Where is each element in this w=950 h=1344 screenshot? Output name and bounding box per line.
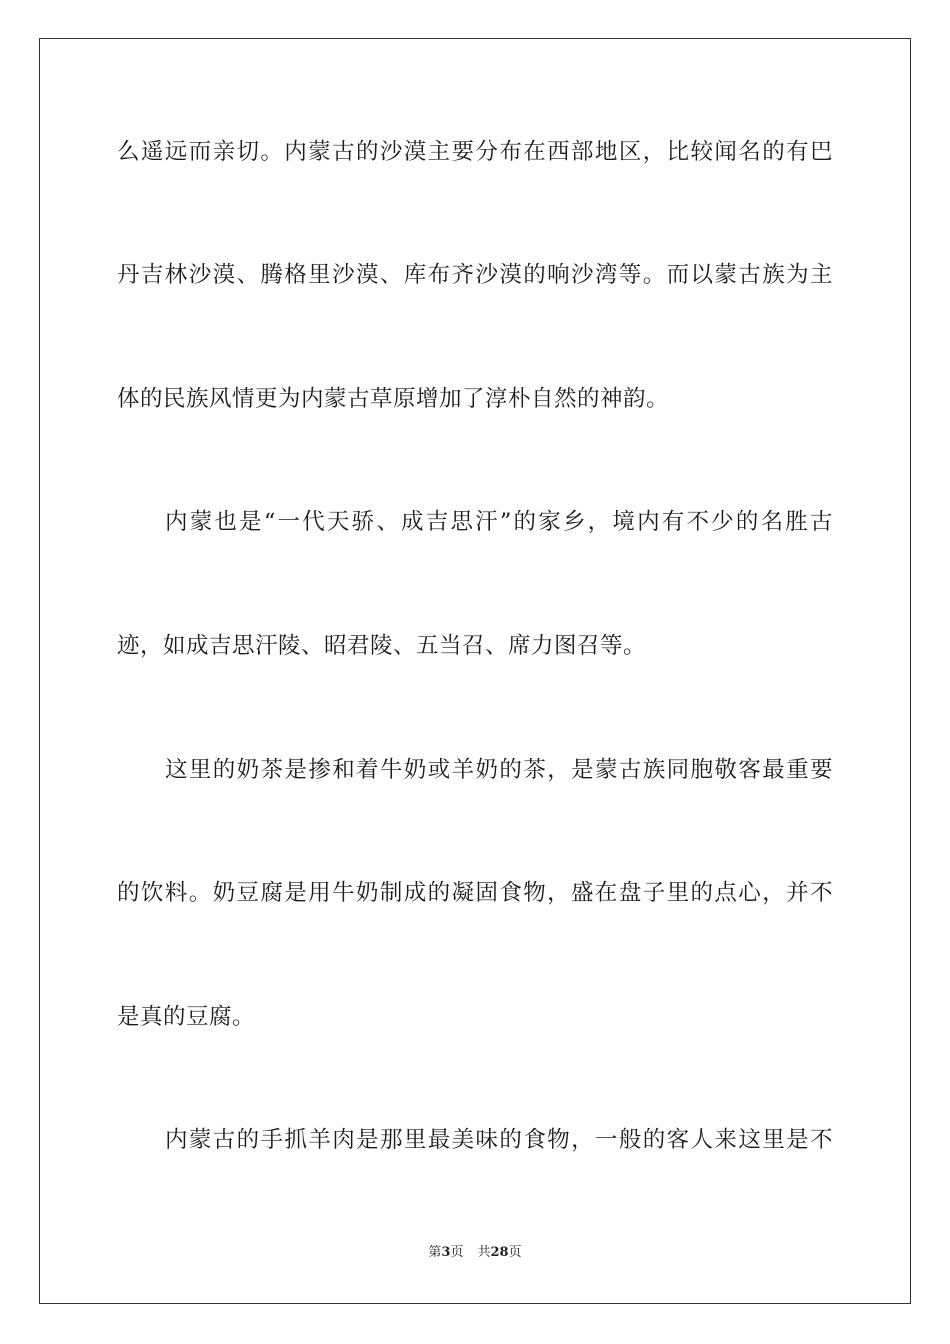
footer-total-prefix: 共 <box>477 1245 491 1260</box>
page-border <box>39 38 911 1304</box>
paragraph-first-line: 内蒙古的手抓羊肉是那里最美味的食物，一般的客人来这里是不 <box>165 1127 833 1153</box>
page-footer <box>0 1244 950 1262</box>
text-line: 么遥远而亲切。内蒙古的沙漠主要分布在西部地区，比较闻名的有巴 <box>117 139 833 165</box>
paragraph-first-line: 这里的奶茶是掺和着牛奶或羊奶的茶，是蒙古族同胞敬客最重要 <box>165 757 833 783</box>
footer-page-prefix: 第 <box>428 1245 442 1260</box>
text-line: 迹，如成吉思汗陵、昭君陵、五当召、席力图召等。 <box>117 633 647 659</box>
text-line: 丹吉林沙漠、腾格里沙漠、库布齐沙漠的响沙湾等。而以蒙古族为主 <box>117 262 833 288</box>
text-line: 是真的豆腐。 <box>117 1004 256 1030</box>
paragraph-first-line: 内蒙也是“一代天骄、成吉思汗”的家乡，境内有不少的名胜古 <box>165 509 833 535</box>
footer-total-suffix: 页 <box>508 1245 522 1260</box>
text-line: 的饮料。奶豆腐是用牛奶制成的凝固食物，盛在盘子里的点心，并不 <box>117 880 833 906</box>
text-line: 体的民族风情更为内蒙古草原增加了淳朴自然的神韵。 <box>117 386 670 412</box>
footer-page-suffix: 页 <box>450 1245 464 1260</box>
footer-total-pages: 28 <box>490 1245 509 1260</box>
footer-page-number: 3 <box>441 1245 451 1260</box>
